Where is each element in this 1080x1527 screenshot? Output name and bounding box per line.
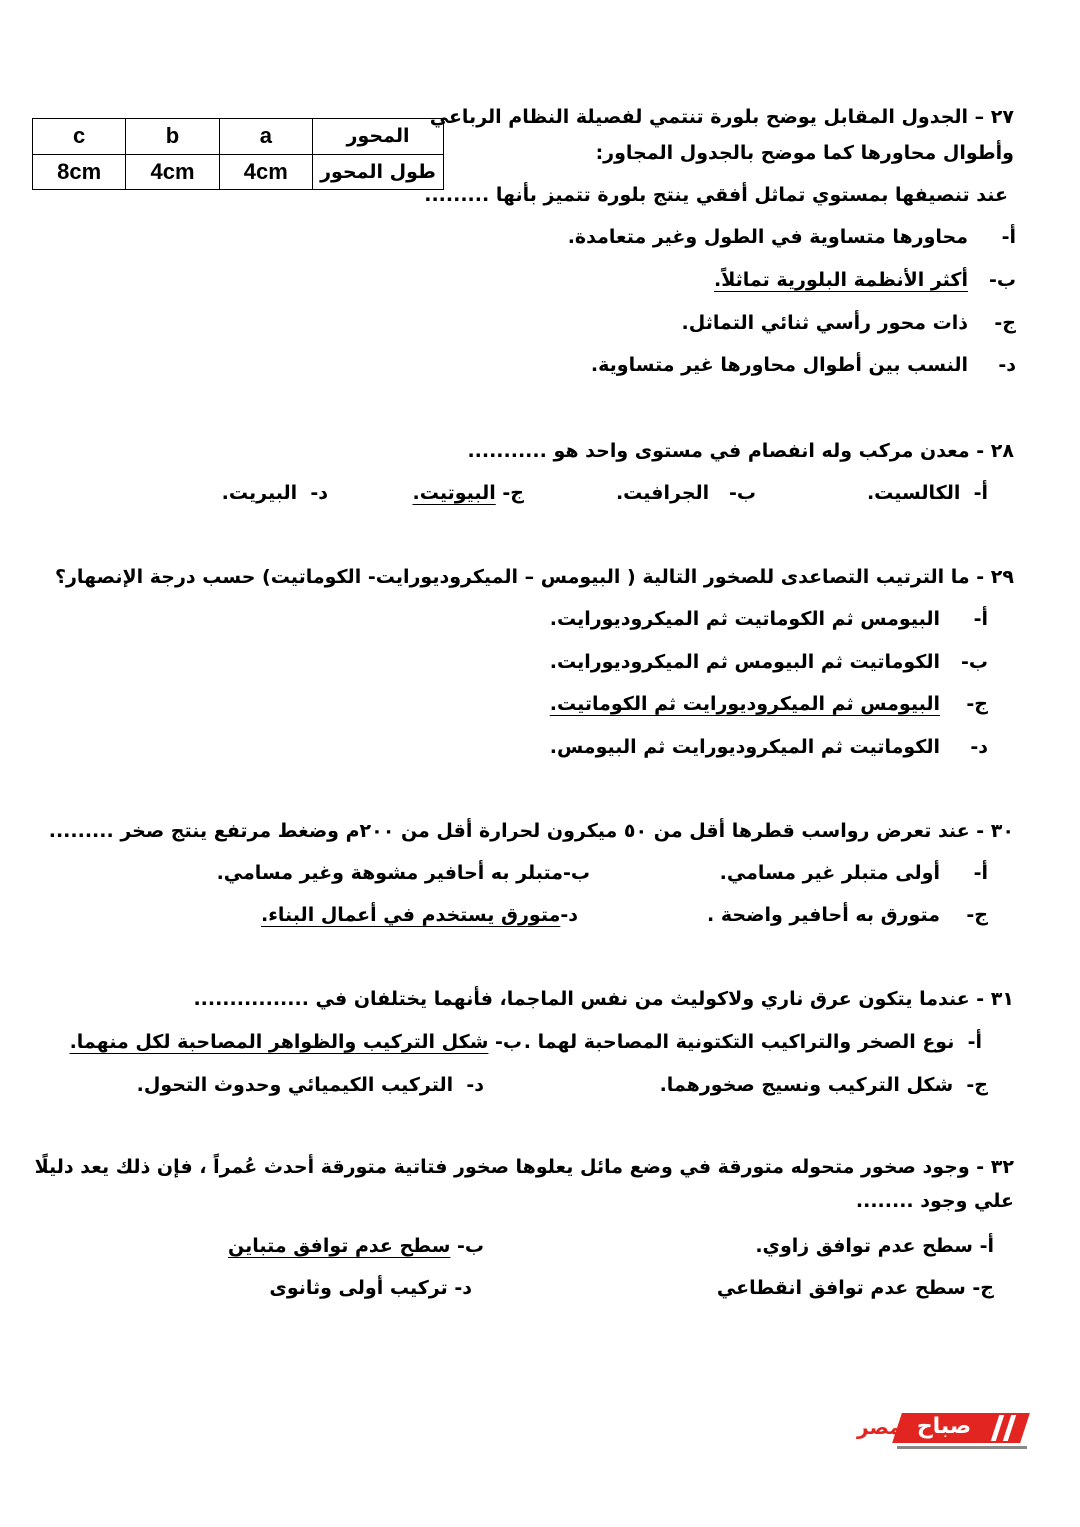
- question-31-option-b[interactable]: ب- شكل التركيب والظواهر المصاحبة لكل منهما.: [69, 1031, 522, 1053]
- question-32-stem-line1: ٣٢ - وجود صخور متحوله متورقة في وضع مائل يعلوها صخور فتاتية متورقة أحدث عُمراً ، فإن ذلك يعد دليلًا: [34, 1156, 1014, 1178]
- question-31-stem: ٣١ - عندما يتكون عرق ناري ولاكوليث من نفس الماجما، فأنهما يختلفان في ................: [193, 988, 1014, 1010]
- question-28-stem: ٢٨ - معدن مركب وله انفصام في مستوى واحد هو ...........: [467, 440, 1014, 462]
- question-29-option-d[interactable]: د-الكوماتيت ثم الميكروديورايت ثم البيومس.: [549, 736, 988, 758]
- logo-underline: [897, 1446, 1027, 1449]
- question-32-option-d[interactable]: د- تركيب أولى وثانوى: [269, 1277, 472, 1299]
- question-27-option-d[interactable]: د-النسب بين أطوال محاورها غير متساوية.: [590, 354, 1016, 376]
- table-cell: c: [33, 119, 126, 155]
- table-cell: b: [126, 119, 219, 155]
- question-32-option-a[interactable]: أ- سطح عدم توافق زاوي.: [755, 1235, 994, 1257]
- question-27-stem-line1: ٢٧ – الجدول المقابل يوضح بلورة تنتمي لفصيلة النظام الرباعي: [429, 106, 1014, 128]
- question-28-option-b[interactable]: ب- الجرافيت.: [615, 482, 756, 504]
- table-cell: 4cm: [219, 154, 312, 190]
- table-cell: طول المحور: [313, 154, 444, 190]
- question-31-option-c[interactable]: ج- شكل التركيب ونسيج صخورهما.: [659, 1074, 988, 1096]
- question-27-option-b[interactable]: ب-أكثر الأنظمة البلورية تماثلاً.: [714, 269, 1016, 291]
- question-31-option-d[interactable]: د- التركيب الكيميائي وحدوث التحول.: [136, 1074, 484, 1096]
- question-32-stem-line2: علي وجود ........: [855, 1190, 1014, 1212]
- question-27-stem-line2: وأطوال محاورها كما موضح بالجدول المجاور:: [595, 142, 1014, 164]
- logo-word-sabah: صباح: [916, 1414, 972, 1439]
- question-29-option-b[interactable]: ب-الكوماتيت ثم البيومس ثم الميكروديورايت.: [549, 651, 988, 673]
- table-header-row: [33, 119, 444, 155]
- question-29-option-a[interactable]: أ-البيومس ثم الكوماتيت ثم الميكروديورايت.: [549, 608, 988, 630]
- question-29-option-c[interactable]: ج-البيومس ثم الميكروديورايت ثم الكوماتيت.: [549, 693, 988, 715]
- question-30-stem: ٣٠ - عند تعرض رواسب قطرها أقل من ٥٠ ميكرون لحرارة أقل من ٢٠٠م وضغط مرتفع ينتج صخر .........: [48, 820, 1014, 842]
- question-30-option-a[interactable]: أ-أولى متبلر غير مسامي.: [719, 862, 988, 884]
- logo-word-masr: مصر: [857, 1415, 902, 1439]
- table-cell: 4cm: [126, 154, 219, 190]
- question-28-option-c[interactable]: ج- البيوتيت.: [412, 482, 524, 504]
- table-cell: a: [219, 119, 312, 155]
- question-28-option-d[interactable]: د- البيريت.: [221, 482, 328, 504]
- table-row: [33, 154, 444, 190]
- sabah-masr-logo: [857, 1413, 1027, 1451]
- question-32-option-c[interactable]: ج- سطح عدم توافق انقطاعي: [716, 1277, 994, 1299]
- question-27-option-c[interactable]: ج-ذات محور رأسي ثنائي التماثل.: [681, 312, 1016, 334]
- question-27-stem-line3: عند تنصيفها بمستوي تماثل أفقي ينتج بلورة تتميز بأنها .........: [424, 184, 1008, 206]
- question-31-option-a[interactable]: أ- نوع الصخر والتراكيب التكتونية المصاحبة لهما .: [523, 1031, 982, 1053]
- question-30-option-d[interactable]: د-متورق يستخدم في أعمال البناء.: [260, 904, 578, 926]
- question-30-option-b[interactable]: ب-متبلر به أحافير مشوهة وغير مسامي.: [216, 862, 590, 884]
- question-27-option-a[interactable]: أ-محاورها متساوية في الطول وغير متعامدة.: [567, 226, 1016, 248]
- table-cell: المحور: [313, 119, 444, 155]
- question-28-option-a[interactable]: أ- الكالسيت.: [866, 482, 988, 504]
- axis-lengths-table: [32, 118, 444, 190]
- question-30-option-c[interactable]: ج-متورق به أحافير واضحة .: [707, 904, 988, 926]
- question-29-stem: ٢٩ - ما الترتيب التصاعدى للصخور التالية ( البيومس – الميكروديورايت- الكوماتيت) حسب درجة الإنصهار؟: [54, 566, 1014, 588]
- table-cell: 8cm: [33, 154, 126, 190]
- question-32-option-b[interactable]: ب- سطح عدم توافق متباين: [228, 1235, 484, 1257]
